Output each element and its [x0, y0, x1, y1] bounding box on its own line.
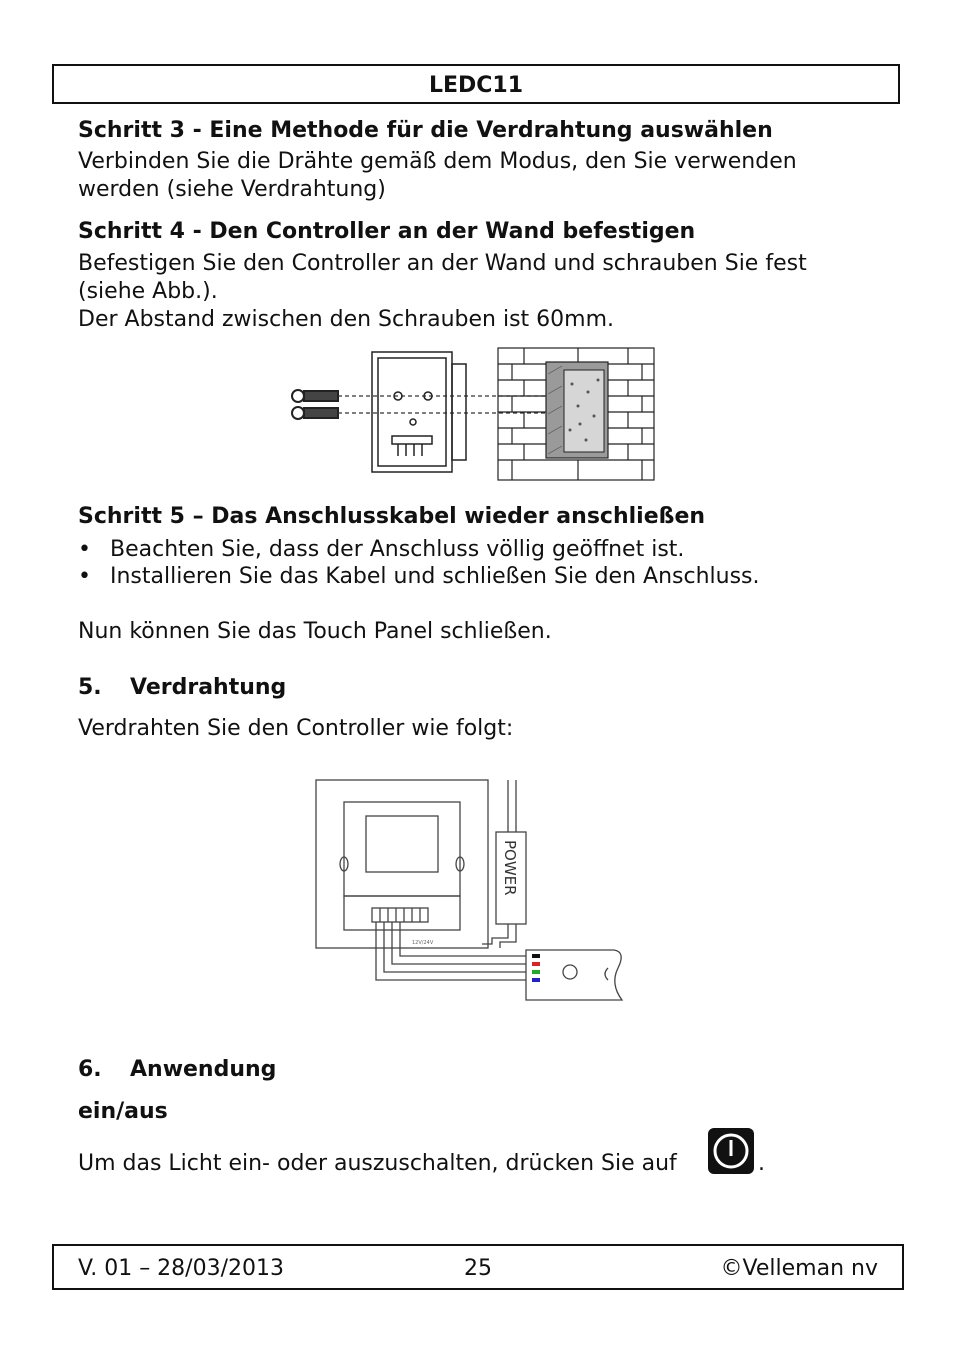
- footer-version: V. 01 – 28/03/2013: [78, 1256, 284, 1281]
- section6-subheading: ein/aus: [78, 1099, 168, 1124]
- step4-text-line3: Der Abstand zwischen den Schrauben ist 60mm.: [78, 307, 615, 332]
- section6-number: 6.: [78, 1057, 102, 1082]
- header-title: LEDC11: [52, 64, 900, 104]
- step5-heading: Schritt 5 – Das Anschlusskabel wieder anschließen: [78, 504, 706, 529]
- section5-heading: [78, 674, 286, 702]
- voltage-label: 12V/24V: [412, 940, 434, 946]
- bullet-text: Beachten Sie, dass der Anschluss völlig geöffnet ist.: [110, 537, 685, 562]
- screw-icon: [292, 390, 338, 419]
- bullet-text: Installieren Sie das Kabel und schließen Sie den Anschluss.: [110, 564, 760, 589]
- section5-text: Verdrahten Sie den Controller wie folgt:: [78, 716, 514, 741]
- power-label: POWER: [501, 840, 519, 896]
- step4-heading: Schritt 4 - Den Controller an der Wand befestigen: [78, 219, 696, 244]
- wire-color-markers: [532, 954, 540, 982]
- bullet-glyph: •: [78, 537, 91, 562]
- step3-text-line1: Verbinden Sie die Drähte gemäß dem Modus, den Sie verwenden: [78, 149, 797, 174]
- step3-text-line2: werden (siehe Verdrahtung): [78, 177, 386, 202]
- section5-number: 5.: [78, 675, 102, 700]
- list-item: [78, 536, 684, 564]
- section6-text-end: .: [758, 1151, 765, 1176]
- section6-title: Anwendung: [130, 1057, 277, 1082]
- section6-heading: [78, 1056, 276, 1084]
- led-strip: [526, 950, 622, 1000]
- section5-title: Verdrahtung: [130, 675, 287, 700]
- step4-text-line2: (siehe Abb.).: [78, 279, 218, 304]
- bullet-glyph: •: [78, 564, 91, 589]
- wall-mount-figure: [288, 344, 660, 486]
- wiring-diagram: [312, 776, 636, 1010]
- list-item: [78, 563, 759, 591]
- footer-page-number: 25: [464, 1256, 492, 1281]
- power-icon: [708, 1128, 754, 1174]
- step4-text-line1: Befestigen Sie den Controller an der Wand und schrauben Sie fest: [78, 251, 807, 276]
- controller-panel: [372, 352, 466, 472]
- controller-outline: [316, 780, 488, 948]
- step5-closing-text: Nun können Sie das Touch Panel schließen.: [78, 619, 552, 644]
- footer: [52, 1244, 904, 1290]
- section6-text: Um das Licht ein- oder auszuschalten, drücken Sie auf: [78, 1151, 677, 1176]
- wall-cavity: [546, 362, 608, 458]
- footer-copyright: ©Velleman nv: [720, 1256, 878, 1281]
- step3-heading: Schritt 3 - Eine Methode für die Verdrahtung auswählen: [78, 118, 773, 143]
